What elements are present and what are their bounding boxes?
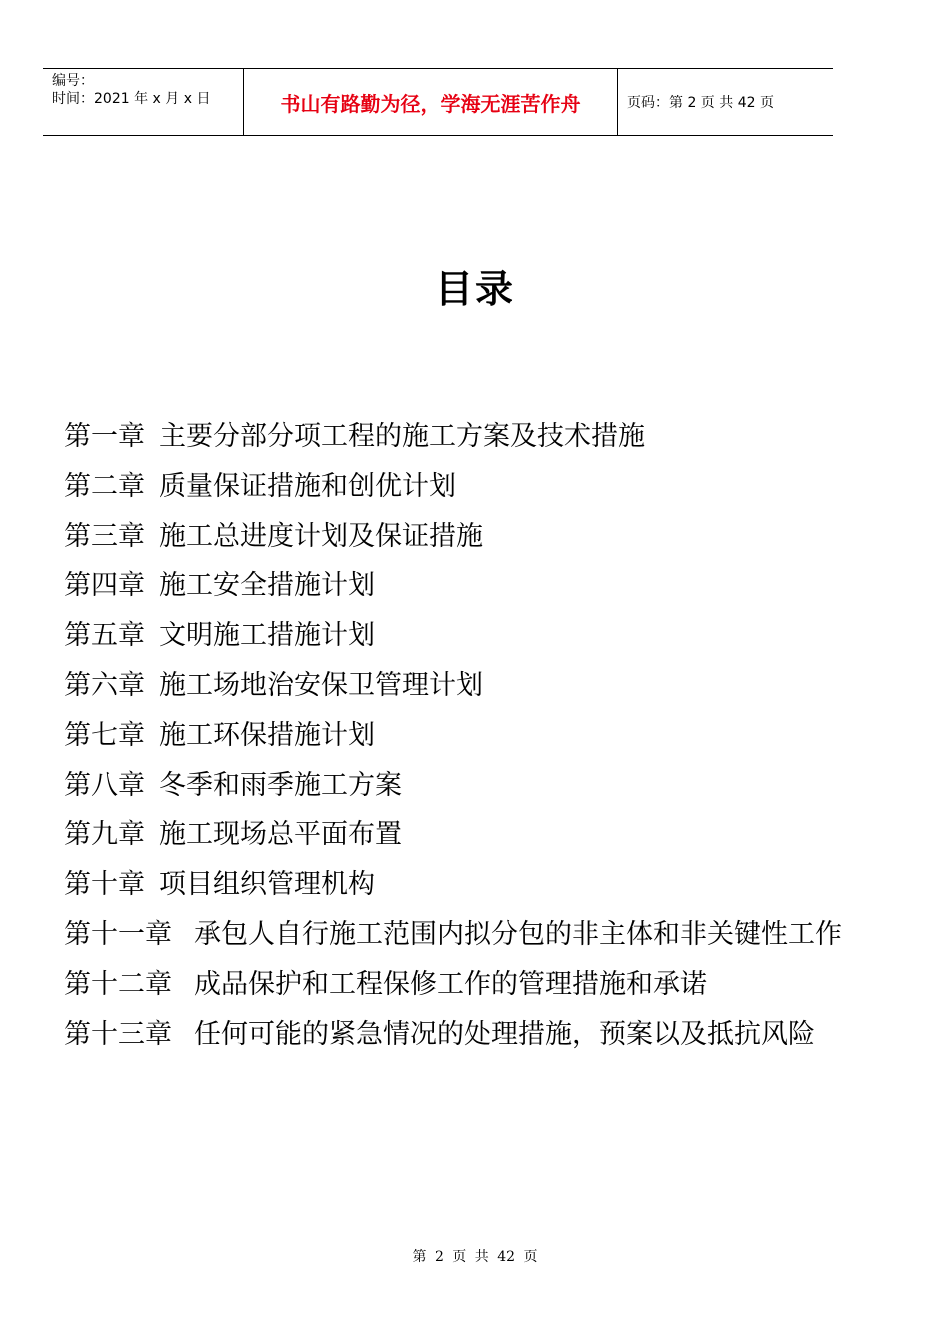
toc-text: 冬季和雨季施工方案	[159, 769, 402, 801]
header-meta	[43, 69, 244, 135]
toc-text: 成品保护和工程保修工作的管理措施和承诺	[194, 968, 707, 1000]
toc-text: 项目组织管理机构	[159, 869, 375, 901]
toc-text: 施工场地治安保卫管理计划	[159, 669, 483, 701]
toc-chapter: 第十章	[64, 869, 145, 901]
toc-item	[64, 561, 924, 611]
toc-chapter: 第三章	[64, 520, 145, 552]
table-of-contents	[64, 412, 924, 1059]
header-time: 时间：2021 年 x 月 x 日	[52, 91, 211, 107]
toc-text: 主要分部分项工程的施工方案及技术措施	[159, 421, 645, 452]
toc-item	[64, 860, 924, 910]
toc-chapter: 第二章	[64, 470, 145, 502]
header-number-label: 编号：	[52, 73, 94, 89]
page-title: 目录	[434, 267, 515, 311]
toc-item	[64, 462, 924, 512]
toc-text: 施工现场总平面布置	[159, 819, 402, 851]
header-page-info: 页码：第 2 页 共 42 页	[627, 95, 774, 111]
header-motto-cell	[244, 69, 618, 135]
toc-text: 质量保证措施和创优计划	[159, 470, 456, 502]
toc-chapter: 第九章	[64, 819, 145, 851]
toc-text: 文明施工措施计划	[159, 620, 375, 652]
toc-item	[64, 512, 924, 562]
toc-item	[64, 910, 924, 960]
toc-chapter: 第七章	[64, 719, 145, 751]
toc-chapter: 第四章	[64, 570, 145, 602]
toc-chapter: 第六章	[64, 669, 145, 701]
toc-item	[64, 1010, 924, 1060]
toc-item	[64, 711, 924, 761]
toc-text: 承包人自行施工范围内拟分包的非主体和非关键性工作	[194, 918, 842, 950]
toc-chapter: 第一章	[64, 421, 145, 452]
header-page-info-cell	[618, 69, 833, 135]
toc-chapter: 第十一章	[64, 918, 172, 950]
header-motto: 书山有路勤为径，学海无涯苦作舟	[280, 91, 581, 116]
toc-text: 任何可能的紧急情况的处理措施，预案以及抵抗风险	[194, 1018, 815, 1050]
toc-item	[64, 412, 924, 462]
toc-item	[64, 960, 924, 1010]
toc-item	[64, 611, 924, 661]
toc-text: 施工安全措施计划	[159, 570, 375, 602]
toc-item	[64, 761, 924, 811]
page-footer: 第 2 页 共 42 页	[412, 1249, 538, 1265]
toc-text: 施工环保措施计划	[159, 719, 375, 751]
toc-chapter: 第五章	[64, 620, 145, 652]
page-header	[43, 68, 833, 136]
toc-chapter: 第十二章	[64, 968, 172, 1000]
toc-text: 施工总进度计划及保证措施	[159, 520, 483, 552]
toc-chapter: 第十三章	[64, 1018, 172, 1050]
toc-chapter: 第八章	[64, 769, 145, 801]
toc-item	[64, 661, 924, 711]
toc-item	[64, 810, 924, 860]
